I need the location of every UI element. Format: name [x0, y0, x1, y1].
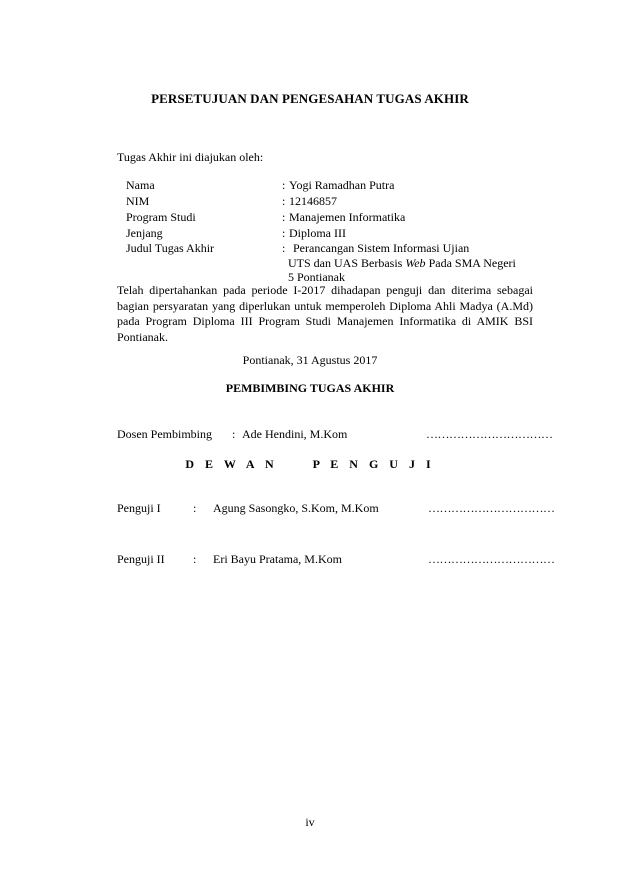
penguji-1-colon: :	[193, 501, 197, 515]
field-label: Jenjang	[126, 226, 163, 240]
field-value: Yogi Ramadhan Putra	[289, 178, 395, 192]
field-label: Program Studi	[126, 210, 196, 224]
dosen-label: Dosen Pembimbing	[117, 427, 212, 441]
dewan-penguji-heading: D E W A N P E N G U J I	[185, 457, 435, 471]
dosen-signature-line: ……………………………	[426, 427, 553, 441]
dosen-name: Ade Hendini, M.Kom	[242, 427, 348, 441]
penguji-1-label: Penguji I	[117, 501, 161, 515]
field-label: NIM	[126, 194, 150, 208]
statement-paragraph: Telah dipertahankan pada periode I-2017 dihadapan penguji dan diterima sebagai bagian persyaratan yang diperlukan untuk memperoleh Diploma Ahli Madya (A.Md) pada Program Diploma III Program Studi Manajemen Informatika di AMIK BSI Pontianak.	[117, 283, 533, 344]
pembimbing-heading: PEMBIMBING TUGAS AKHIR	[225, 381, 395, 395]
field-label: Judul Tugas Akhir	[126, 241, 215, 255]
penguji-2-row	[117, 552, 555, 568]
field-value: Manajemen Informatika	[289, 210, 406, 224]
page-number: iv	[305, 815, 315, 829]
judul-line-3: 5 Pontianak	[288, 270, 345, 284]
penguji-1-row	[117, 501, 555, 517]
penguji-1-name: Agung Sasongko, S.Kom, M.Kom	[213, 501, 379, 515]
page-title: PERSETUJUAN DAN PENGESAHAN TUGAS AKHIR	[151, 91, 469, 106]
field-value: 12146857	[289, 194, 337, 208]
penguji-2-signature-line: ……………………………	[428, 552, 555, 566]
penguji-1-signature-line: ……………………………	[428, 501, 555, 515]
penguji-2-label: Penguji II	[117, 552, 165, 566]
place-date: Pontianak, 31 Agustus 2017	[242, 353, 378, 367]
field-colon: :	[282, 194, 286, 208]
field-colon: :	[282, 210, 286, 224]
penguji-2-colon: :	[193, 552, 197, 566]
field-colon: :	[282, 226, 286, 240]
field-colon: :	[282, 178, 286, 192]
penguji-2-name: Eri Bayu Pratama, M.Kom	[213, 552, 342, 566]
intro-text: Tugas Akhir ini diajukan oleh:	[117, 150, 264, 164]
judul-line-2-web: Web	[405, 256, 426, 270]
field-label: Nama	[126, 178, 155, 192]
judul-line-2-c: Pada SMA Negeri	[425, 256, 516, 270]
dosen-pembimbing-row	[117, 427, 553, 443]
field-value: Diploma III	[289, 226, 346, 240]
field-value: Perancangan Sistem Informasi Ujian	[293, 241, 470, 255]
field-colon: :	[282, 241, 286, 255]
judul-line-2-a: UTS dan UAS Berbasis	[288, 256, 406, 270]
judul-line-2	[288, 256, 516, 271]
dosen-colon: :	[232, 427, 236, 441]
